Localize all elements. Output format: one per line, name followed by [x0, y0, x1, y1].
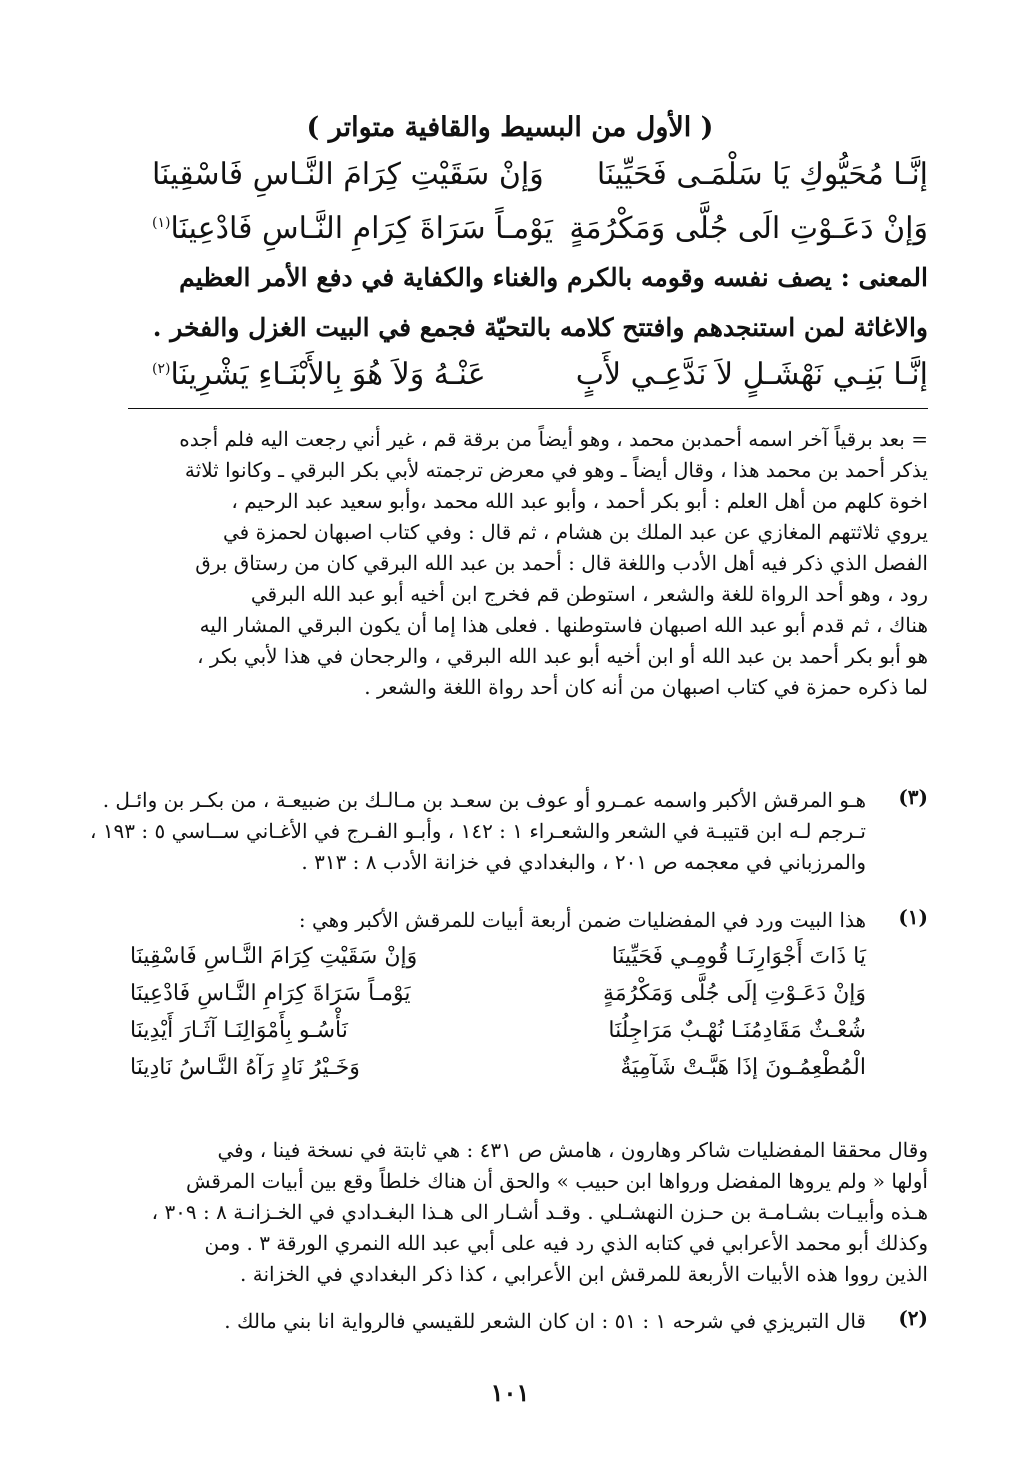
poem-hemistich-first: شُعْـثٌ مَقَادِمُنَـا نُهْـبٌ مَرَاجِلُنَا: [608, 1018, 866, 1043]
poem-hemistich-second: وَإنْ سَقَيْتِ كِرَامَ النَّـاسِ فَاسْقِينَا: [130, 944, 418, 969]
poem-hemistich-second: يَوْمـاً سَرَاةَ كِرَامِ النَّـاسِ فَادْعِينَا: [130, 981, 411, 1006]
footnote-line: اخوة كلهم من أهل العلم : أبو بكر أحمد ، وأبو عبد الله محمد ،وأبو سعيد عبد الرحيم ،: [231, 489, 928, 513]
poem-verse: [130, 975, 866, 1012]
footnote-line: أولها « ولم يروها المفضل ورواها ابن حبيب » والحق أن هناك خلطاً وقع بين أبيات المرقش: [185, 1169, 928, 1193]
footnote-body: [90, 785, 866, 878]
verse-hemistich-second: [152, 211, 553, 246]
footnote-body: [130, 1306, 866, 1337]
verse-line-3: [152, 352, 928, 396]
footnote-line: رود ، وهو أحد الرواة للغة والشعر ، استوطن قم فخرج ابن أخيه أبو عبد الله البرقي: [250, 582, 928, 606]
footnote-line: = بعد برقياً آخر اسمه أحمدبن محمد ، وهو أيضاً من برقة قم ، غير أني رجعت اليه فلم أجده: [179, 427, 928, 451]
footnote-number: (١): [898, 905, 928, 929]
footnote-2-row: [130, 1306, 928, 1337]
footnote-1-row: [130, 905, 928, 936]
poem-hemistich-first: الْمُطْعِمُـونَ إذَا هَبَّـتْ شَآمِيَةٌ: [620, 1055, 866, 1080]
meaning-line: المعنى : يصف نفسه وقومه بالكرم والغناء والكفاية في دفع الأمر العظيم: [179, 263, 928, 292]
poem-hemistich-first: يَا ذَاتَ أَجْوَارِنَـا قُومِـي فَحَيِّينَا: [611, 944, 866, 969]
footnote-2: [130, 1306, 928, 1337]
poem-verse: [130, 1012, 866, 1049]
footnote-line: لما ذكره حمزة في كتاب اصبهان من أنه كان أحد رواة اللغة والشعر .: [364, 675, 928, 699]
verse-hemistich-first: إنَّـا بَنِـي نَهْشَـلٍ لاَ نَدَّعِـي لأَبٍ: [575, 356, 928, 392]
poem-verse: [130, 938, 866, 975]
poem-verse: [130, 1049, 866, 1086]
footnote-line: قال التبريزي في شرحه ١ : ٥١ : ان كان الشعر للقيسي فالرواية انا بني مالك .: [224, 1309, 866, 1333]
verse-hemistich-second-text: وَإنْ سَقَيْتِ كِرَامَ النَّـاسِ فَاسْقِينَا: [152, 156, 544, 192]
footnote-line: تـرجم لـه ابن قتيبـة في الشعر والشعـراء ١ : ١٤٢ ، وأبـو الفـرج في الأغـاني ســاسي ٥ : ١٩٣ ،: [90, 819, 866, 843]
footnote-1-poem: [130, 938, 866, 1086]
footnote-line: هـو المرقش الأكبر واسمه عمـرو أو عوف بن سعـد بن مـالـك بن ضبيعـة ، من بكـر بن وائـل .: [102, 788, 866, 812]
footnote-3-row: [90, 785, 928, 878]
footnote-number: (٢): [898, 1306, 928, 1330]
meaning-paragraph: [130, 253, 928, 353]
poem-hemistich-first: وَإنْ دَعَـوْتِ إلَى جُلَّى وَمَكْرُمَةٍ: [603, 981, 866, 1006]
meaning-line: والاغاثة لمن استنجدهم وافتتح كلامه بالتحيّة فجمع في البيت الغزل والفخر .: [152, 313, 928, 342]
footnote-continuation: [130, 424, 928, 703]
footnote-line: هذا البيت ورد في المفضليات ضمن أربعة أبيات للمرقش الأكبر وهي :: [298, 908, 866, 932]
verse-hemistich-second-text: عَنْـهُ وَلاَ هُوَ بِالأَبْنَـاءِ يَشْرِينَا: [170, 356, 486, 392]
footnote-line: يذكر أحمد بن محمد هذا ، وقال أيضاً ـ وهو في معرض ترجمته لأبي بكر البرقي ـ وكانوا ثلاثة: [184, 458, 928, 482]
verse-hemistich-first: إنَّـا مُحَيُّوكِ يَا سَلْمَـى فَحَيِّينَا: [596, 156, 928, 192]
footnote-body: [130, 905, 866, 936]
verse-hemistich-second: [152, 157, 544, 192]
verse-hemistich-second: [152, 357, 486, 392]
footnote-marker: (١): [152, 214, 171, 231]
page-number: ١٠١: [490, 1378, 530, 1407]
footnote-number: (٣): [898, 785, 928, 809]
meter-heading: ( الأول من البسيط والقافية متواتر ): [306, 112, 714, 143]
footnote-separator: [128, 408, 928, 409]
verse-line-1: [152, 152, 928, 196]
poem-hemistich-second: وَخَـيْرُ نَادٍ رَآهُ النَّـاسُ نَادِينَا: [130, 1055, 360, 1080]
footnote-line: هـذه وأبيـات بشـامـة بن حـزن النهشـلي . وقـد أشـار الى هـذا البغـدادي في الخـزانـة ٨ : ٣٠٩ ،: [151, 1200, 928, 1224]
footnote-line: والمرزباني في معجمه ص ٢٠١ ، والبغدادي في خزانة الأدب ٨ : ٣١٣ .: [301, 850, 866, 874]
verse-hemistich-second-text: يَوْمـاً سَرَاةَ كِرَامِ النَّـاسِ فَادْعِينَا: [170, 210, 554, 246]
footnote-line: يروي ثلاثتهم المغازي عن عبد الملك بن هشام ، ثم قال : وفي كتاب اصبهان لحمزة في: [222, 520, 928, 544]
footnote-marker: (٢): [152, 360, 171, 377]
footnote-line: الذين رووا هذه الأبيات الأربعة للمرقش ابن الأعرابي ، كذا ذكر البغدادي في الخزانة .: [240, 1262, 928, 1286]
footnote-3: [90, 785, 928, 878]
footnote-line: وكذلك أبو محمد الأعرابي في كتابه الذي رد فيه على أبي عبد الله النمري الورقة ٣ . ومن: [204, 1231, 928, 1255]
verse-hemistich-first: وَإنْ دَعَـوْتِ الَى جُلَّى وَمَكْرُمَةٍ: [569, 210, 928, 246]
footnote-1-continued: [130, 1135, 928, 1290]
footnote-line: هناك ، ثم قدم أبو عبد الله اصبهان فاستوطنها . فعلى هذا إما أن يكون البرقي المشار اليه: [199, 613, 928, 637]
footnote-line: الفصل الذي ذكر فيه أهل الأدب واللغة قال : أحمد بن عبد الله البرقي كان من رستاق برق: [195, 551, 928, 575]
footnote-line: وقال محققا المفضليات شاكر وهارون ، هامش ص ٤٣١ : هي ثابتة في نسخة فينا ، وفي: [217, 1138, 928, 1162]
footnote-1: [130, 905, 928, 936]
poem-hemistich-second: نَأْسُـو بِأَمْوَالِنَـا آثَـارَ أَيْدِينَا: [130, 1018, 348, 1043]
verse-line-2: [152, 206, 928, 250]
footnote-line: هو أبو بكر أحمد بن عبد الله أو ابن أخيه أبو عبد الله البرقي ، والرجحان في هذا لأبي بكر ،: [197, 644, 928, 668]
